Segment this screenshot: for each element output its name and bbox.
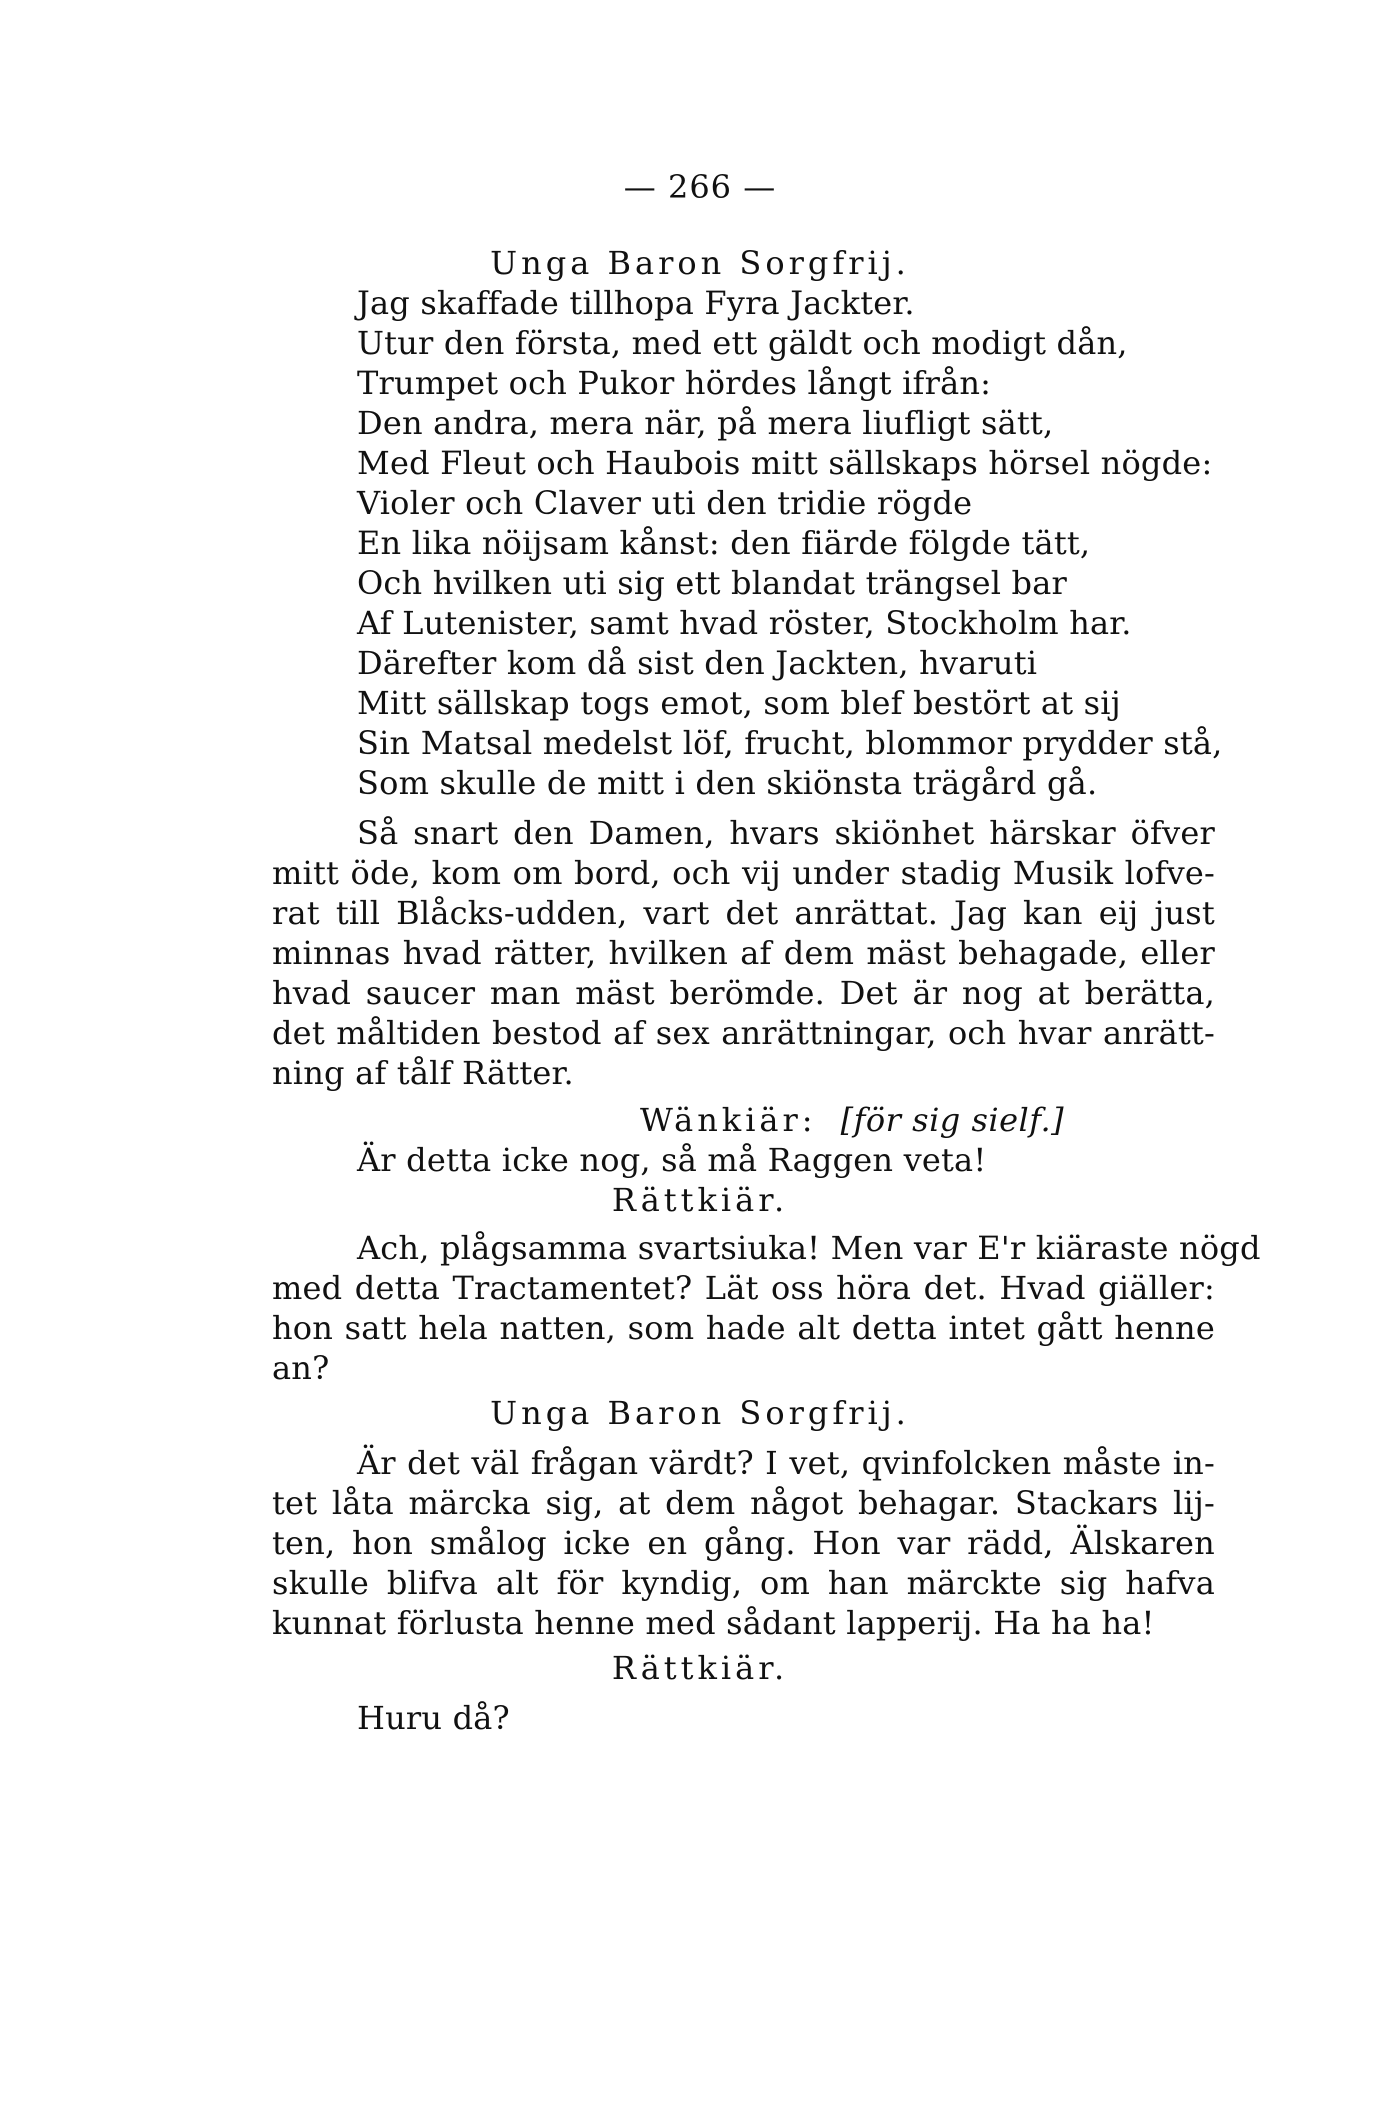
dialogue-line: Är detta icke nog, så må Raggen veta! bbox=[357, 1141, 987, 1179]
stage-direction: [för sig sielf.] bbox=[840, 1101, 1065, 1139]
verse-line: Jag skaffade tillhopa Fyra Jackter. bbox=[357, 284, 915, 322]
speaker-heading: Unga Baron Sorgfrij. bbox=[490, 244, 910, 282]
verse-line: Därefter kom då sist den Jackten, hvaruti bbox=[357, 644, 1038, 682]
prose-line: an? bbox=[272, 1349, 330, 1387]
verse-line: En lika nöijsam kånst: den fiärde fölgde tätt, bbox=[357, 524, 1091, 562]
speaker-heading: Rättkiär. bbox=[611, 1649, 789, 1687]
prose-line: skulle blifva alt för kyndig, om han märckte sig hafva bbox=[272, 1564, 1215, 1602]
dialogue-line: Huru då? bbox=[357, 1699, 510, 1737]
prose-line: Så snart den Damen, hvars skiönhet härskar öfver bbox=[357, 814, 1215, 852]
verse-line: Som skulle de mitt i den skiönsta trägård gå. bbox=[357, 764, 1098, 802]
prose-line: tet låta märcka sig, at dem något behagar. Stackars lij- bbox=[272, 1484, 1215, 1522]
verse-line: Den andra, mera när, på mera liufligt sätt, bbox=[357, 404, 1054, 442]
speaker-heading: Unga Baron Sorgfrij. bbox=[490, 1394, 910, 1432]
prose-line: rat till Blåcks-udden, vart det anrättat. Jag kan eij just bbox=[272, 894, 1215, 932]
prose-line: hon satt hela natten, som hade alt detta intet gått henne bbox=[272, 1309, 1215, 1347]
prose-line: Är det väl frågan värdt? I vet, qvinfolcken måste in- bbox=[357, 1444, 1215, 1482]
prose-line: mitt öde, kom om bord, och vij under stadig Musik lofve- bbox=[272, 854, 1215, 892]
verse-line: Trumpet och Pukor hördes långt ifrån: bbox=[357, 364, 992, 402]
verse-line: Violer och Claver uti den tridie rögde bbox=[357, 484, 973, 522]
prose-line: minnas hvad rätter, hvilken af dem mäst behagade, eller bbox=[272, 934, 1215, 972]
prose-line: Ach, plågsamma svartsiuka! Men var E'r kiäraste nögd bbox=[357, 1229, 1261, 1267]
verse-line: Mitt sällskap togs emot, som blef bestört at sij bbox=[357, 684, 1121, 722]
prose-line: ten, hon smålog icke en gång. Hon var rädd, Älskaren bbox=[272, 1524, 1215, 1562]
verse-line: Af Lutenister, samt hvad röster, Stockholm har. bbox=[357, 604, 1132, 642]
verse-line: Med Fleut och Haubois mitt sällskaps hörsel nögde: bbox=[357, 444, 1213, 482]
verse-line: Utur den första, med ett gäldt och modigt dån, bbox=[357, 324, 1128, 362]
verse-line: Sin Matsal medelst löf, frucht, blommor prydder stå, bbox=[357, 724, 1223, 762]
prose-line: hvad saucer man mäst berömde. Det är nog at berätta, bbox=[272, 974, 1215, 1012]
prose-line: kunnat förlusta henne med sådant lapperij. Ha ha ha! bbox=[272, 1604, 1155, 1642]
speaker-heading: Rättkiär. bbox=[611, 1181, 789, 1219]
page-number: — 266 — bbox=[623, 168, 777, 206]
prose-line: det måltiden bestod af sex anrättningar, och hvar anrätt- bbox=[272, 1014, 1215, 1052]
prose-line: ning af tålf Rätter. bbox=[272, 1054, 574, 1092]
speaker-heading bbox=[640, 1100, 1064, 1140]
prose-line: med detta Tractamentet? Lät oss höra det. Hvad giäller: bbox=[272, 1269, 1215, 1307]
speaker-name: Wänkiär: bbox=[640, 1101, 817, 1139]
verse-line: Och hvilken uti sig ett blandat trängsel bar bbox=[357, 564, 1067, 602]
